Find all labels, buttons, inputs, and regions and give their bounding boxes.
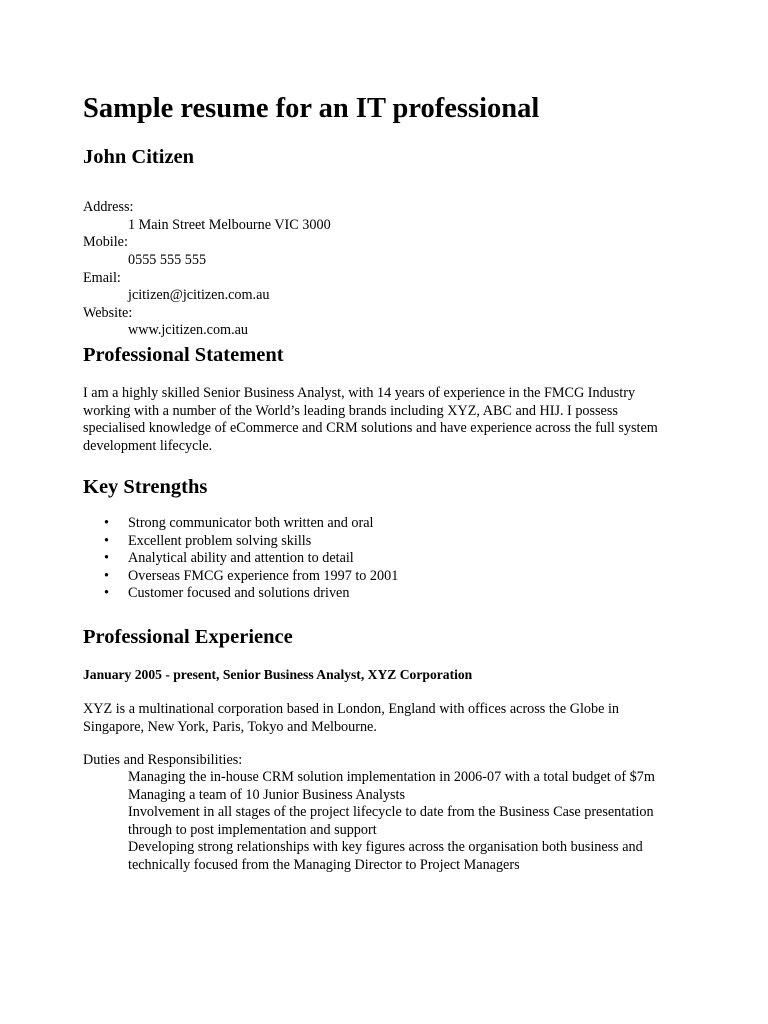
duties-label: Duties and Responsibilities:: [83, 752, 243, 768]
list-item: • Overseas FMCG experience from 1997 to 2001: [104, 567, 399, 584]
list-item: Managing a team of 10 Junior Business Analysts: [128, 786, 406, 803]
company-description: XYZ is a multinational corporation based in London, England with offices across the Globe in Singapore, New York, Paris, Tokyo and Melbourne.: [83, 701, 619, 735]
duties-list: [128, 769, 678, 875]
job-title: January 2005 - present, Senior Business Analyst, XYZ Corporation: [83, 667, 473, 682]
list-item: • Customer focused and solutions driven: [104, 585, 350, 602]
list-item: Managing the in-house CRM solution implementation in 2006-07 with a total budget of $7m: [128, 769, 655, 785]
contact-details: [83, 199, 683, 340]
list-item: Developing strong relationships with key figures across the organisation both business and technically focused from the Managing Director to Project Managers: [128, 839, 643, 873]
list-item: Involvement in all stages of the project lifecycle to date from the Business Case presentation through to post implementation and support: [128, 804, 654, 838]
mobile-value: 0555 555 555: [128, 251, 207, 268]
person-name: John Citizen: [83, 146, 195, 168]
mobile-label: Mobile:: [83, 234, 128, 251]
professional-statement-heading: Professional Statement: [83, 344, 284, 366]
list-item: • Analytical ability and attention to detail: [104, 550, 354, 567]
bullet-icon: •: [104, 550, 109, 567]
list-item: • Strong communicator both written and oral: [104, 515, 374, 531]
address-label: Address:: [83, 199, 134, 216]
website-label: Website:: [83, 304, 133, 321]
address-value: 1 Main Street Melbourne VIC 3000: [128, 216, 331, 233]
professional-statement-text: I am a highly skilled Senior Business Analyst, with 14 years of experience in the FMCG Industry working with a number of the World’s leading brands including XYZ, ABC and HIJ. I possess specialised knowledge of eCommerce and CRM solutions and have experience across the full system development lifecycle.: [83, 385, 658, 454]
bullet-icon: •: [104, 585, 109, 602]
key-strengths-list: [83, 515, 673, 603]
professional-experience-heading: Professional Experience: [83, 626, 293, 648]
website-value: www.jcitizen.com.au: [128, 322, 249, 339]
bullet-icon: •: [104, 532, 109, 549]
email-label: Email:: [83, 269, 121, 286]
document-title: Sample resume for an IT professional: [83, 93, 540, 124]
bullet-icon: •: [104, 567, 109, 584]
key-strengths-heading: Key Strengths: [83, 476, 208, 498]
bullet-icon: •: [104, 515, 109, 531]
list-item: • Excellent problem solving skills: [104, 532, 312, 549]
email-value: jcitizen@jcitizen.com.au: [128, 287, 270, 304]
